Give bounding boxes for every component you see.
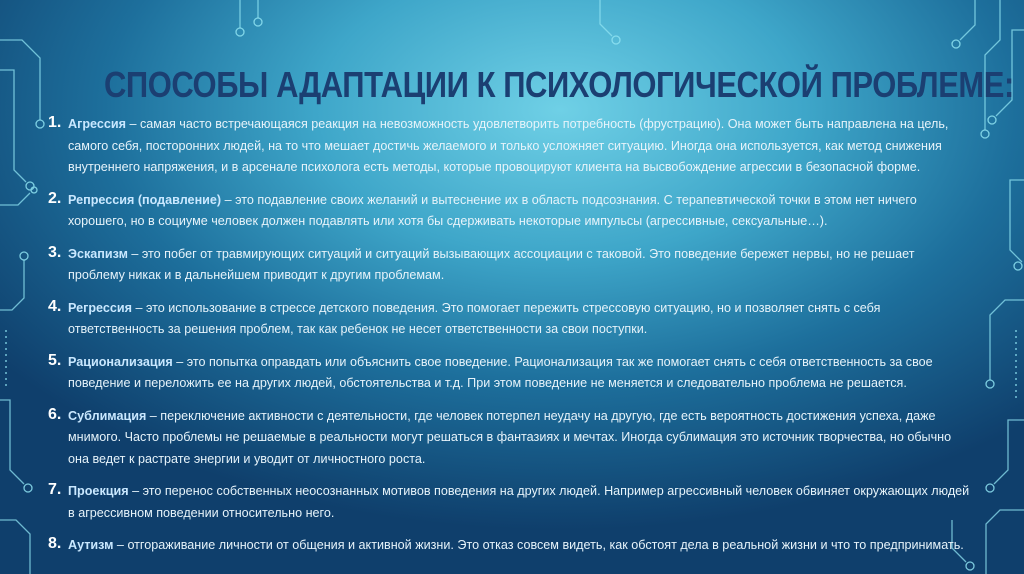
list-item — [40, 298, 970, 341]
list-item — [40, 190, 970, 233]
item-term: Аутизм — [68, 538, 114, 552]
item-number: 5. — [48, 351, 62, 369]
item-number: 6. — [48, 405, 62, 423]
item-number: 3. — [48, 243, 62, 261]
list-item — [40, 535, 970, 557]
list-item — [40, 114, 970, 179]
item-number: 4. — [48, 297, 62, 315]
item-term: Агрессия — [68, 117, 126, 131]
item-number: 7. — [48, 481, 62, 498]
slide-title: СПОСОБЫ АДАПТАЦИИ К ПСИХОЛОГИЧЕСКОЙ ПРОБЛЕМЕ: — [104, 64, 1014, 105]
list-item — [40, 481, 970, 524]
item-text: – переключение активности с деятельности, где человек потерпел неудачу на другую, где есть вероятность достижения успеха, даже мнимого. Часто проблемы не решаемые в реальности могут решаться в фантазиях и мечтах. Иногда сублимация это источник творчества, но обычно она ведет к растрате энергии и уводит от личностного роста. — [68, 408, 952, 466]
item-term: Регрессия — [68, 300, 132, 315]
item-text: – самая часто встречающаяся реакция на невозможность удовлетворить потребность (фрустрацию). Она может быть направлена на цель, самого себя, посторонних людей, на то что мешает достичь желаемого и только усложняет ситуацию. Иногда она используется, как метод снижения внутреннего напряжения, и в арсенале психолога есть методы, которые провоцируют клиента на высвобождение агрессии в безопасной форме. — [68, 117, 949, 174]
list-item — [40, 352, 970, 395]
item-term: Сублимация — [68, 408, 147, 423]
item-term: Репрессия (подавление) — [68, 192, 222, 207]
list-item — [40, 244, 970, 287]
item-text: – это подавление своих желаний и вытеснение их в область подсознания. С терапевтической точки в этом нет ничего хорошего, но в социуме человек должен подавлять или хотя бы сдерживать некоторые импульсы (агрессивные, сексуальные…). — [68, 192, 917, 228]
item-text: – это использование в стрессе детского поведения. Это помогает пережить стрессовую ситуацию, но и позволяет снять с себя ответственность за решения проблем, так как ребенок не несет ответственности за свои поступки. — [68, 300, 881, 336]
item-number: 1. — [48, 114, 62, 131]
item-number: 2. — [48, 189, 62, 207]
item-text: – это перенос собственных неосознанных мотивов поведения на других людей. Например агрессивный человек обвиняет окружающих людей в агрессивном поведении относительно него. — [68, 484, 970, 520]
item-text: – это попытка оправдать или объяснить свое поведение. Рационализация так же помогает снять с себя ответственность за свое поведение и переложить ее на других людей, обстоятельства и т.д. При этом поведение не меняется и следовательно проблема не решается. — [68, 354, 933, 390]
item-text: – отгораживание личности от общения и активной жизни. Это отказ совсем видеть, как обстоят дела в реальной жизни и что то предпринимать. — [113, 538, 964, 552]
list-item — [40, 406, 970, 471]
item-term: Эскапизм — [68, 246, 128, 261]
item-text: – это побег от травмирующих ситуаций и ситуаций вызывающих ассоциации с таковой. Это поведение бережет нервы, но не решает проблему никак и в дальнейшем приводит к другим проблемам. — [68, 246, 915, 282]
adaptation-list — [40, 114, 970, 568]
item-term: Проекция — [68, 484, 129, 498]
item-term: Рационализация — [68, 354, 173, 369]
item-number: 8. — [48, 535, 62, 552]
